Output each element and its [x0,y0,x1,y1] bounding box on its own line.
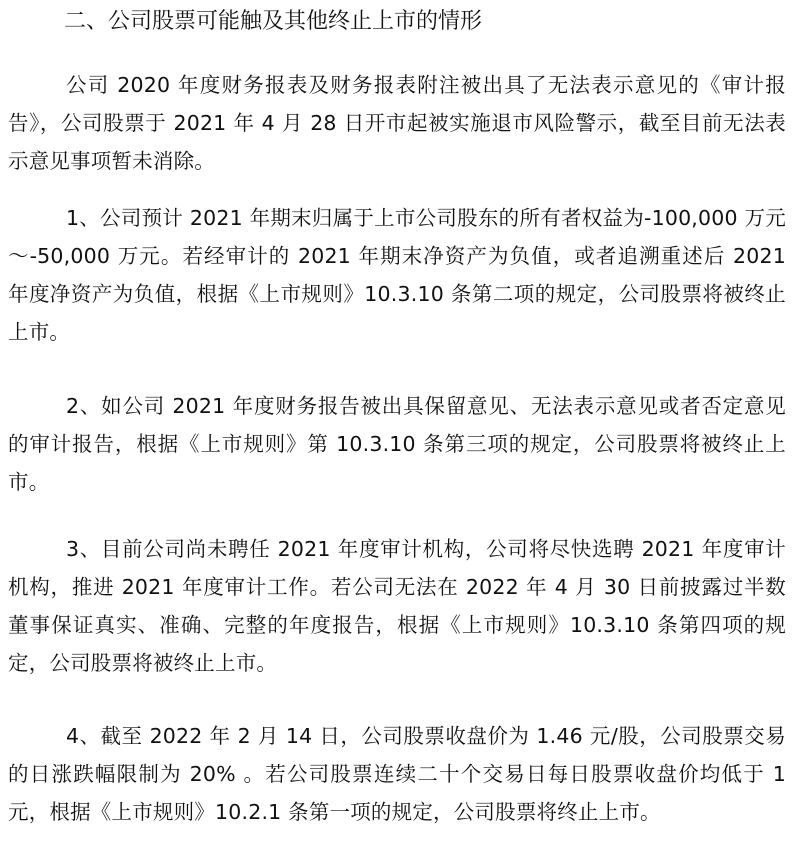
paragraph-intro: 公司 2020 年度财务报表及财务报表附注被出具了无法表示意见的《审计报告》，公司股票于 2021 年 4 月 28 日开市起被实施退市风险警示，截至目前无法表示意见事项暂未消除。 [8,73,786,173]
section-heading: 二、公司股票可能触及其他终止上市的情形 [64,9,483,34]
paragraph-item-4: 4、截至 2022 年 2 月 14 日，公司股票收盘价为 1.46 元/股，公司股票交易的日涨跌幅限制为 20% 。若公司股票连续二十个交易日每日股票收盘价均低于 1 元，根据《上市规则》10.2.1 条第一项的规定，公司股票将终止上市。 [8,724,786,824]
paragraph-item-2: 2、如公司 2021 年度财务报告被出具保留意见、无法表示意见或者否定意见的审计报告，根据《上市规则》第 10.3.10 条第三项的规定，公司股票将被终止上市。 [8,394,786,494]
paragraph-item-1: 1、公司预计 2021 年期末归属于上市公司股东的所有者权益为-100,000 万元～-50,000 万元。若经审计的 2021 年期末净资产为负值，或者追溯重述后 2021 年度净资产为负值，根据《上市规则》10.3.10 条第二项的规定，公司股票将被终止上市。 [8,206,786,344]
paragraph-item-3: 3、目前公司尚未聘任 2021 年度审计机构，公司将尽快选聘 2021 年度审计机构，推进 2021 年度审计工作。若公司无法在 2022 年 4 月 30 日前披露过半数董事保证真实、准确、完整的年度报告，根据《上市规则》10.3.10 条第四项的规定，公司股票将被终止上市。 [8,537,786,675]
